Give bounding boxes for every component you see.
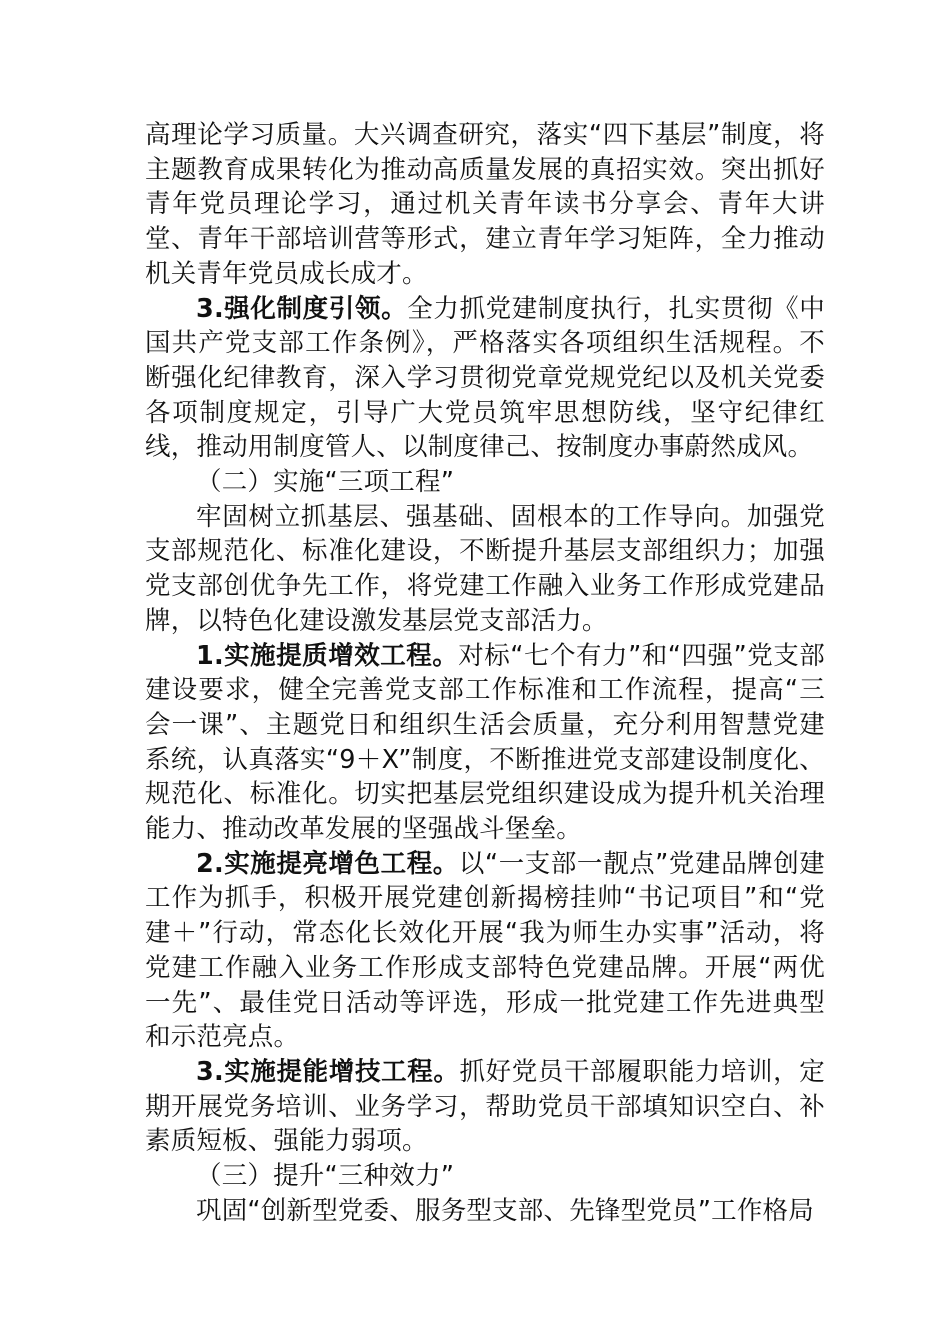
section-two-intro bbox=[145, 500, 825, 639]
section-two-item-1 bbox=[145, 639, 825, 847]
paragraph-text: 对标“七个有力”和“四强”党支部建设要求，健全完善党支部工作标准和工作流程，提高“三会一课”、主题党日和组织生活会质量，充分利用智慧党建系统，认真落实“9＋X”制度，不断推进党支部建设制度化、规范化、标准化。切实把基层党组织建设成为提升机关治理能力、推动改革发展的坚强战斗堡垒。 bbox=[145, 640, 825, 845]
section-three-intro bbox=[145, 1194, 825, 1229]
section-two-item-2 bbox=[145, 847, 825, 1055]
paragraph-system-guide bbox=[145, 292, 825, 466]
paragraph-bold-lead: 1.实施提质增效工程。 bbox=[196, 640, 459, 671]
paragraph-text: 抓好党员干部履职能力培训，定期开展党务培训、业务学习，帮助党员干部填知识空白、补素质短板、强能力弱项。 bbox=[145, 1056, 825, 1157]
section-heading-text: （三）提升“三种效力” bbox=[196, 1161, 455, 1192]
paragraph-text: 全力抓党建制度执行，扎实贯彻《中国共产党支部工作条例》，严格落实各项组织生活规程。不断强化纪律教育，深入学习贯彻党章党规党纪以及机关党委各项制度规定，引导广大党员筑牢思想防线，坚守纪律红线，推动用制度管人、以制度律己、按制度办事蔚然成风。 bbox=[145, 293, 825, 463]
section-heading-three bbox=[145, 1159, 825, 1194]
section-heading-text: （二）实施“三项工程” bbox=[196, 467, 455, 498]
section-heading-two bbox=[145, 465, 825, 500]
paragraph-intro-continued bbox=[145, 118, 825, 292]
section-two-item-3 bbox=[145, 1055, 825, 1159]
paragraph-text: 以“一支部一靓点”党建品牌创建工作为抓手，积极开展党建创新揭榜挂帅“书记项目”和“党建＋”行动，常态化长效化开展“我为师生办实事”活动，将党建工作融入业务工作形成支部特色党建品牌。开展“两优一先”、最佳党日活动等评选，形成一批党建工作先进典型和示范亮点。 bbox=[145, 848, 825, 1053]
paragraph-text: 牢固树立抓基层、强基础、固根本的工作导向。加强党支部规范化、标准化建设，不断提升基层支部组织力；加强党支部创优争先工作，将党建工作融入业务工作形成党建品牌，以特色化建设激发基层党支部活力。 bbox=[145, 501, 825, 636]
paragraph-bold-lead: 2.实施提亮增色工程。 bbox=[196, 848, 459, 879]
paragraph-bold-lead: 3.强化制度引领。 bbox=[196, 293, 408, 324]
paragraph-text: 巩固“创新型党委、服务型支部、先锋型党员”工作格局 bbox=[196, 1195, 814, 1226]
paragraph-bold-lead: 3.实施提能增技工程。 bbox=[196, 1056, 460, 1087]
paragraph-text: 高理论学习质量。大兴调查研究，落实“四下基层”制度，将主题教育成果转化为推动高质量发展的真招实效。突出抓好青年党员理论学习，通过机关青年读书分享会、青年大讲堂、青年干部培训营等形式，建立青年学习矩阵，全力推动机关青年党员成长成才。 bbox=[145, 120, 825, 289]
document-body bbox=[145, 118, 825, 1229]
